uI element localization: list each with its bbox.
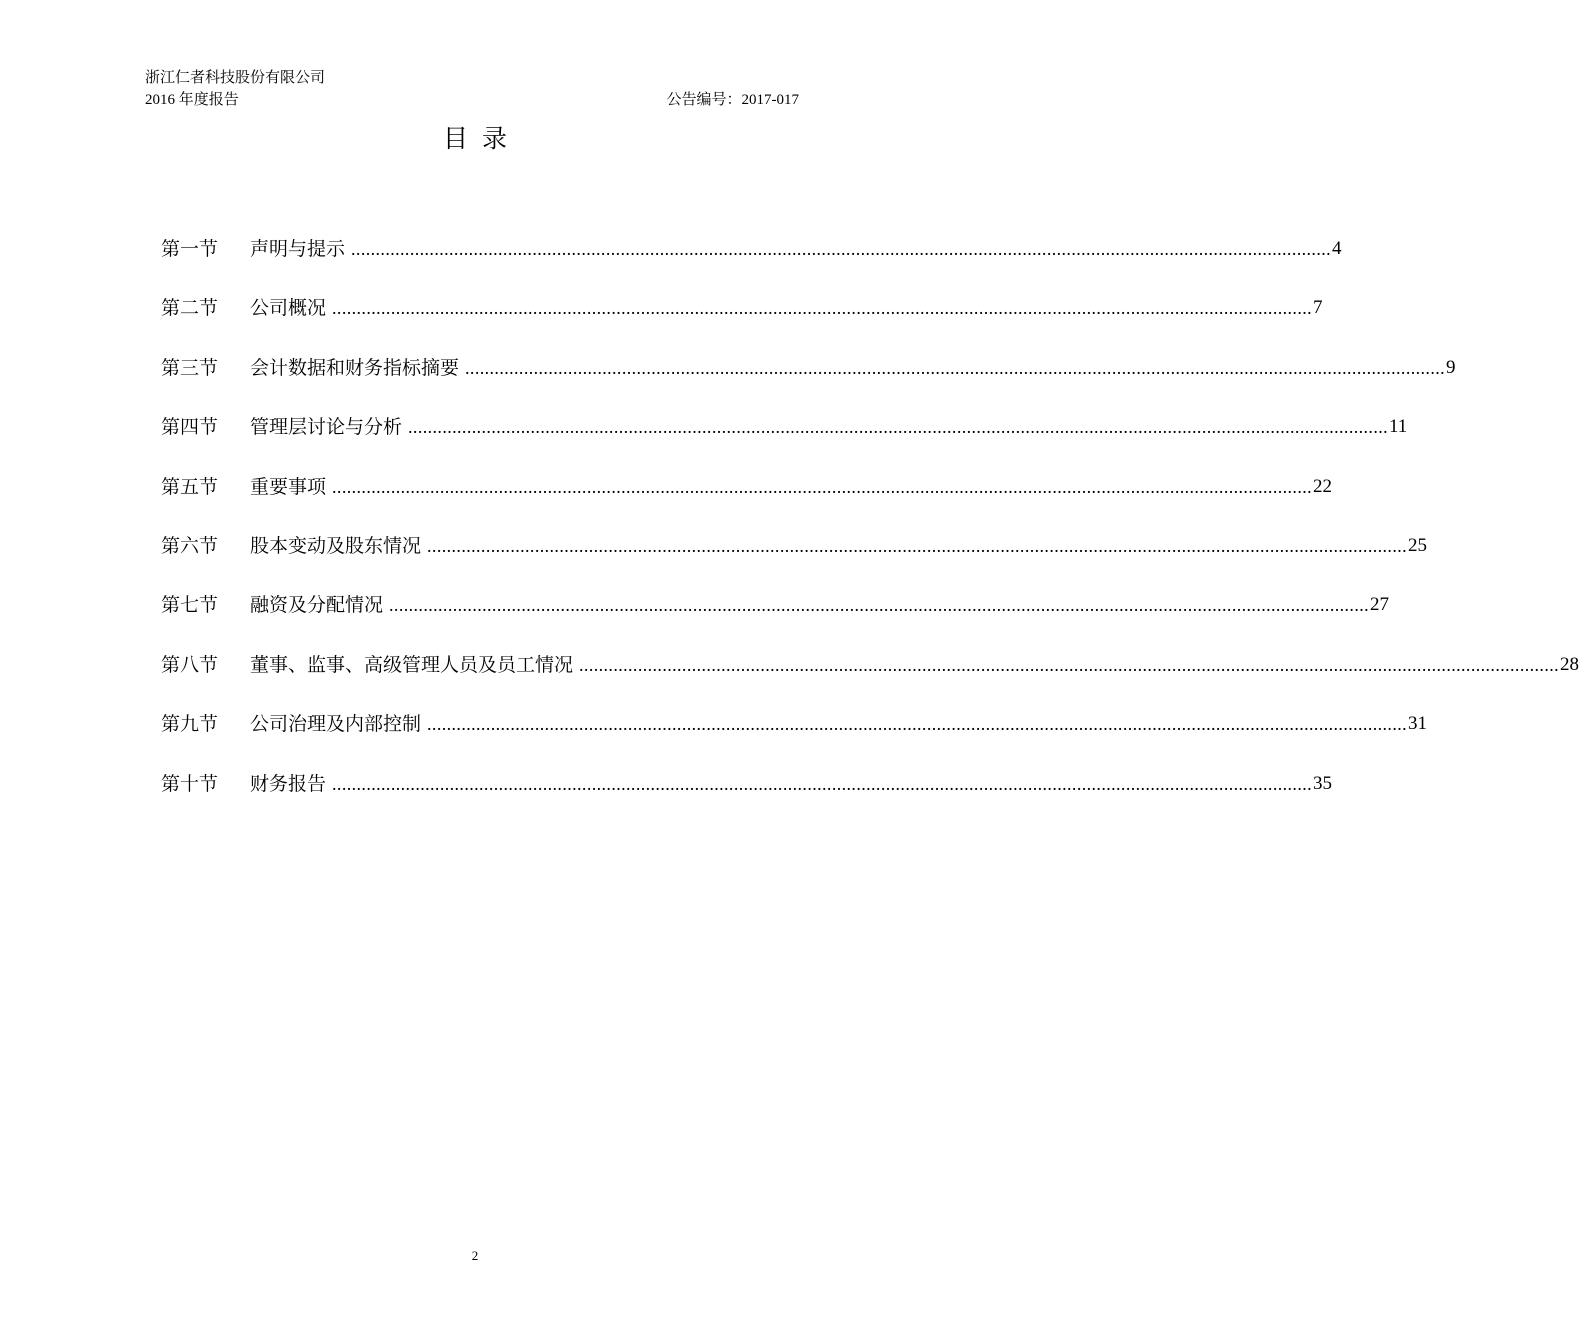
- header-company-name: 浙江仁者科技股份有限公司: [145, 70, 326, 86]
- toc-section-name: 声明与提示: [250, 238, 346, 260]
- toc-section-name: 股本变动及股东情况: [250, 534, 422, 557]
- toc-section-label: 第七节: [161, 594, 219, 617]
- toc-item[interactable]: [161, 586, 1390, 645]
- toc-page-number: 25: [1408, 534, 1428, 556]
- toc-leader-dots: ........................................................................................................................................................................................................: [427, 535, 1408, 556]
- toc-page-number: 31: [1408, 713, 1428, 735]
- toc-leader-dots: ........................................................................................................................................................................................................: [579, 654, 1560, 675]
- header-announcement-number: 公告编号：2017-017: [666, 92, 799, 108]
- toc-page-number: 9: [1446, 356, 1456, 378]
- toc-section-label: 第一节: [161, 238, 219, 260]
- toc-item[interactable]: [161, 705, 1428, 764]
- toc-section-name: 财务报告: [250, 772, 327, 795]
- toc-page-number: 27: [1370, 594, 1390, 616]
- toc-item[interactable]: [161, 646, 1579, 705]
- toc-leader-dots: ........................................................................................................................................................................................................: [389, 595, 1370, 616]
- toc-leader-dots: ........................................................................................................................................................................................................: [408, 417, 1389, 438]
- toc-item[interactable]: [161, 765, 1333, 824]
- toc-leader-dots: ........................................................................................................................................................................................................: [427, 714, 1408, 735]
- toc-section-name: 公司概况: [250, 297, 327, 320]
- page-number: 2: [471, 1248, 479, 1263]
- toc-section-label: 第九节: [161, 713, 219, 736]
- toc-title: 目录: [442, 124, 521, 153]
- toc-page-number: 35: [1313, 772, 1333, 794]
- toc-item[interactable]: [161, 230, 1342, 289]
- toc-section-name: 董事、监事、高级管理人员及员工情况: [250, 653, 574, 676]
- toc-section-name: 会计数据和财务指标摘要: [250, 356, 460, 379]
- toc-leader-dots: ........................................................................................................................................................................................................: [351, 239, 1332, 259]
- toc-leader-dots: ........................................................................................................................................................................................................: [332, 298, 1313, 319]
- toc-page-number: 7: [1313, 297, 1323, 319]
- toc-section-label: 第五节: [161, 475, 219, 498]
- toc-section-name: 重要事项: [250, 475, 327, 498]
- toc-section-label: 第四节: [161, 416, 219, 439]
- toc-leader-dots: ........................................................................................................................................................................................................: [465, 357, 1446, 378]
- toc-item[interactable]: [161, 349, 1456, 408]
- toc-section-name: 管理层讨论与分析: [250, 416, 403, 439]
- toc-section-name: 公司治理及内部控制: [250, 713, 422, 736]
- toc-list: [161, 230, 1579, 824]
- toc-section-label: 第八节: [161, 653, 219, 676]
- toc-section-label: 第十节: [161, 772, 219, 795]
- toc-leader-dots: ........................................................................................................................................................................................................: [332, 773, 1313, 794]
- toc-page-number: 28: [1560, 653, 1579, 675]
- toc-item[interactable]: [161, 408, 1408, 467]
- toc-section-label: 第三节: [161, 356, 219, 379]
- toc-item[interactable]: [161, 468, 1333, 527]
- toc-item[interactable]: [161, 527, 1428, 586]
- header-report-title: 2016 年度报告: [145, 92, 239, 108]
- toc-page-number: 11: [1389, 416, 1408, 438]
- toc-section-label: 第六节: [161, 534, 219, 557]
- toc-page-number: 22: [1313, 475, 1333, 497]
- toc-page-number: 4: [1332, 238, 1342, 259]
- toc-section-name: 融资及分配情况: [250, 594, 384, 617]
- toc-item[interactable]: [161, 289, 1323, 348]
- toc-section-label: 第二节: [161, 297, 219, 320]
- toc-leader-dots: ........................................................................................................................................................................................................: [332, 476, 1313, 497]
